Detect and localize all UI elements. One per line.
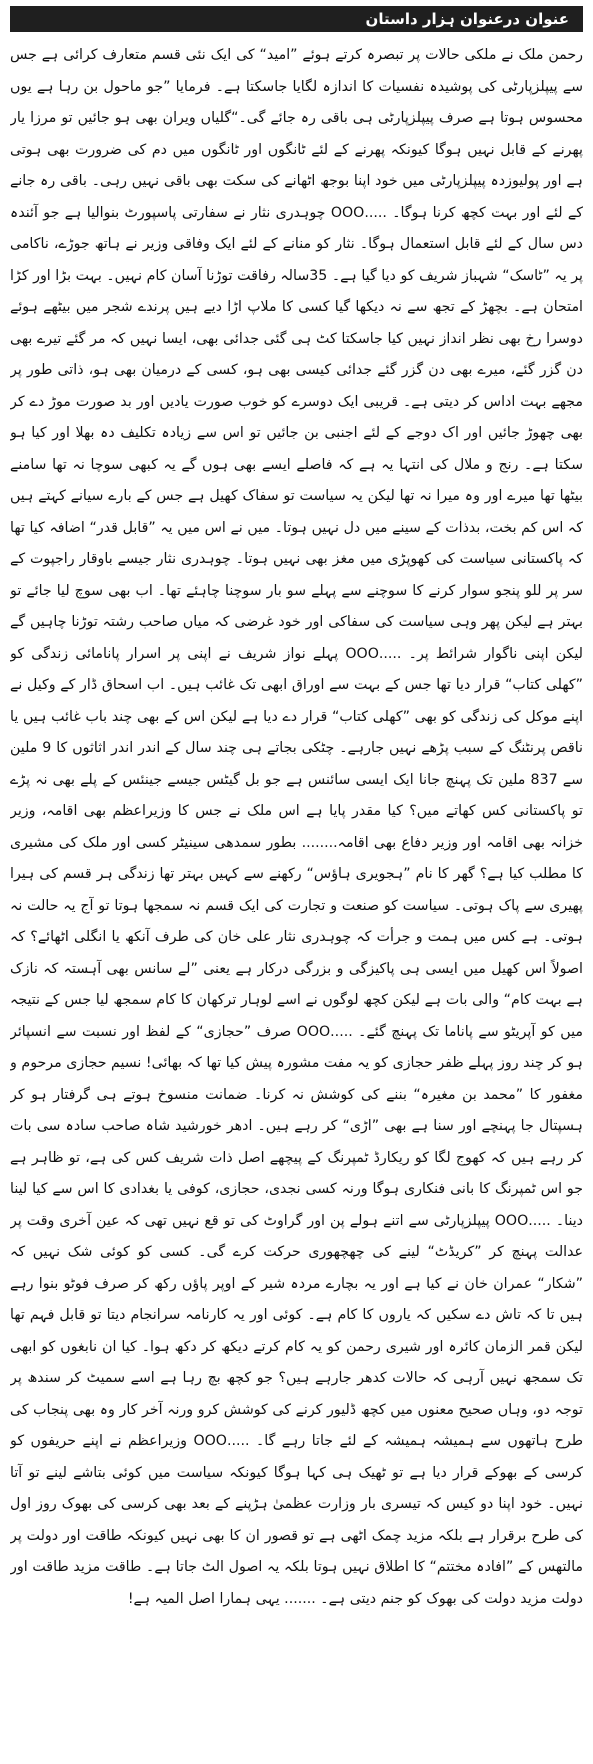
article-column	[10, 0, 583, 1764]
article-paragraph: رحمن ملک نے ملکی حالات پر تبصرہ کرتے ہوئے ”امید“ کی ایک نئی قسم متعارف کرائی ہے جس سے پیپلزپارٹی کی پوشیدہ نفسیات کا اندازہ لگایا جاسکتا ہے۔ فرمایا ”جو ماحول بن رہا ہے یوں محسوس ہوتا ہے صرف پیپلزپارٹی ہی باقی رہ جائے گی۔“گلیاں ویران بھی ہو جائیں تو مرزا یار پھرنے کے قابل نہیں ہوگا کیونکہ پھرنے کے لئے ٹانگوں اور ٹانگوں میں دم کی ضرورت بھی ہوتی ہے اور پولیوزدہ پیپلزپارٹی میں خود اپنا بوجھ اٹھانے کی سکت بھی باقی نہیں رہی۔ باقی رہ جانے کے لئے اور بہت کچھ کرنا ہوگا۔ .....OOO چوہدری نثار نے سفارتی پاسپورٹ بنوالیا ہے جو آئندہ دس سال کے لئے قابل استعمال ہوگا۔ نثار کو منانے کے لئے ایک وفاقی وزیر نے ہاتھ جوڑے، ناکامی پر یہ ”ٹاسک“ شہباز شریف کو دیا گیا ہے۔ 35سالہ رفاقت توڑنا آسان کام نہیں۔ بہت بڑا اور کڑا امتحان ہے۔ بچھڑ کے تجھ سے نہ دیکھا گیا کسی کا ملاپ اڑا دیے ہیں پرندے شجر میں بیٹھے ہوئے دوسرا رخ بھی نظر انداز نہیں کیا جاسکتا کٹ ہی گئی جدائی بھی، ایسا نہیں کہ مر گئے تیرے بھی دن گزر گئے، میرے بھی دن گزر گئے جدائی کیسی بھی ہو، کسی کے درمیان بھی ہو، ذاتی طور پر مجھے بہت اداس کر دیتی ہے۔ قریبی ایک دوسرے کو خوب صورت یادیں اور بد صورت موڑ دے کر بھی چھوڑ جائیں اور اک دوجے کے لئے اجنبی بن جائیں تو اس سے زیادہ تکلیف دہ بھلا اور کیا ہو سکتا ہے۔ رنج و ملال کی انتہا یہ ہے کہ فاصلے ایسے بھی ہوں گے یہ کبھی سوچا نہ تھا سامنے بیٹھا تھا میرے اور وہ میرا نہ تھا لیکن یہ سیاست تو سفاک کھیل ہے جس کے بارے سیانے کہتے ہیں کہ اس کم بخت، بدذات کے سینے میں دل نہیں ہوتا۔ میں نے اس میں یہ ”قابل قدر“ اضافہ کیا تھا کہ پاکستانی سیاست کی کھوپڑی میں مغز بھی نہیں ہوتا۔ چوہدری نثار جیسے باوقار راجپوت کے سر پر للو پنجو سوار کرنے کا سوچنے سے پہلے سو بار سوچنا چاہئے تھا۔ اب بھی سوچ لیا جائے تو بہتر ہے لیکن پھر وہی سیاست کی سفاکی اور خود غرضی کہ میاں صاحب رشتہ توڑنا چاہیں گے لیکن اپنی ناگوار شرائط پر۔ .....OOO پہلے نواز شریف نے اپنی پر اسرار پانامائی زندگی کو ”کھلی کتاب“ قرار دیا تھا جس کے بہت سے اوراق ابھی تک غائب ہیں۔ اب اسحاق ڈار کے وکیل نے اپنے موکل کی زندگی کو بھی ”کھلی کتاب“ قرار دے دیا ہے لیکن اس کے بھی چند باب غائب ہیں یا ناقص پرنٹنگ کے سبب پڑھے نہیں جارہے۔ چٹکی بجاتے ہی چند سال کے اندر اندر اثاثوں کا 9 ملین سے 837 ملین تک پہنچ جانا ایک ایسی سائنس ہے جو بل گیٹس جیسے جینئس کے پلے بھی نہ پڑے تو پاکستانی کس کھاتے میں؟ کیا مقدر پایا ہے اس ملک نے جس کا وزیراعظم بھی اقامہ، وزیر خزانہ بھی اقامہ اور وزیر دفاع بھی اقامہ........ بطور سمدھی سینیٹر کسی اور ملک کی مشیری کا مطلب کیا ہے؟ گھر کا نام ”ہجویری ہاؤس“ رکھنے سے کہیں بہتر تھا زندگی ہر قسم کی ہیرا پھیری سے پاک ہوتی۔ سیاست کو صنعت و تجارت کی ایک قسم نہ سمجھا ہوتا تو آج یہ حالت نہ ہوتی۔ ہے کس میں ہمت و جرأت کہ چوہدری نثار علی خان کی طرف آنکھ یا انگلی اٹھائے؟ کہ اصولاً اس کھیل میں ایسی ہی پاکیزگی و بزرگی درکار ہے یعنی ”لے سانس بھی آہستہ کہ نازک ہے بہت کام“ والی بات ہے لیکن کچھ لوگوں نے اسے لوہار ترکھان کا کام سمجھ لیا جس کے نتیجہ میں کو آپریٹو سے پاناما تک پہنچ گئے۔ .....OOO صرف ”حجازی“ کے لفظ اور نسبت سے انسپائر ہو کر چند روز پہلے ظفر حجازی کو یہ مفت مشورہ پیش کیا تھا کہ بھائی! نسیم حجازی مرحوم و مغفور کا ”محمد بن مغیرہ“ بننے کی کوشش نہ کرنا۔ ضمانت منسوخ ہوتے ہی گرفتار ہو کر ہسپتال جا پہنچے اور سنا ہے بھی ”اڑی“ کر رہے ہیں۔ ادھر خورشید شاہ صاحب سادہ سی بات کر رہے ہیں کہ کھوج لگا کو ریکارڈ ٹمپرنگ کے پیچھے اصل ذات شریف کس کی ہے، تو ظاہر ہے جو اس ٹمپرنگ کا بانی فنکاری ہوگا ورنہ کسی نجدی، حجازی، کوفی یا بغدادی کا اس سے کیا لینا دینا۔ .....OOO پیپلزپارٹی سے اتنے ہولے پن اور گراوٹ کی تو قع نہیں تھی کہ عین آخری وقت پر عدالت پہنچ کر ”کریڈٹ“ لینے کی چھچھوری حرکت کرے گی۔ کسی کو کوئی شک نہیں کہ ”شکار“ عمران خان نے کیا ہے اور یہ بچارے مردہ شیر کے اوپر پاؤں رکھ کر صرف فوٹو بنوا رہے ہیں تا کہ تاش دے سکیں کہ یاروں کا کام ہے۔ کوئی اور یہ کارنامہ سرانجام دیتا تو قابل فہم تھا لیکن قمر الزمان کائرہ اور شیری رحمن کو یہ کام کرتے دیکھ کر دکھ ہوا۔ کیا ان نابغوں کو ابھی تک سمجھ نہیں آرہی کہ حالات کدھر جارہے ہیں؟ جو کچھ بچ رہا ہے اسے سمیٹ کر سندھ پر توجہ دو، وہاں صحیح معنوں میں کچھ ڈلیور کرنے کی کوشش کرو ورنہ آخر کار وہ بھی پنجاب کی طرح ہاتھوں سے ہمیشہ ہمیشہ کے لئے جاتا رہے گا۔ .....OOO وزیراعظم نے اپنے حریفوں کو کرسی کے بھوکے قرار دیا ہے تو ٹھیک ہی کہا ہوگا کیونکہ سیاست میں کوئی بتاشے لینے تو آتا نہیں۔ خود اپنا دو کیس کہ تیسری بار وزارت عظمیٰ ہڑپنے کے بعد بھی کرسی کی بھوک روز اول کی طرح برقرار ہے بلکہ مزید چمک اٹھی ہے تو قصور ان کا بھی نہیں کیونکہ طاقت اور دولت پر مالتھس کے ”افادہ مختتم“ کا اطلاق نہیں ہوتا بلکہ یہ اصول الٹ جاتا ہے۔ طاقت مزید طاقت اور دولت مزید دولت کی بھوک کو جنم دیتی ہے۔ ....... یہی ہمارا اصل المیہ ہے!	[10, 47, 583, 1607]
article-headline: عنوان درعنوان ہزار داستان	[365, 10, 569, 28]
article-body	[10, 40, 583, 1615]
headline-bar	[10, 6, 583, 32]
